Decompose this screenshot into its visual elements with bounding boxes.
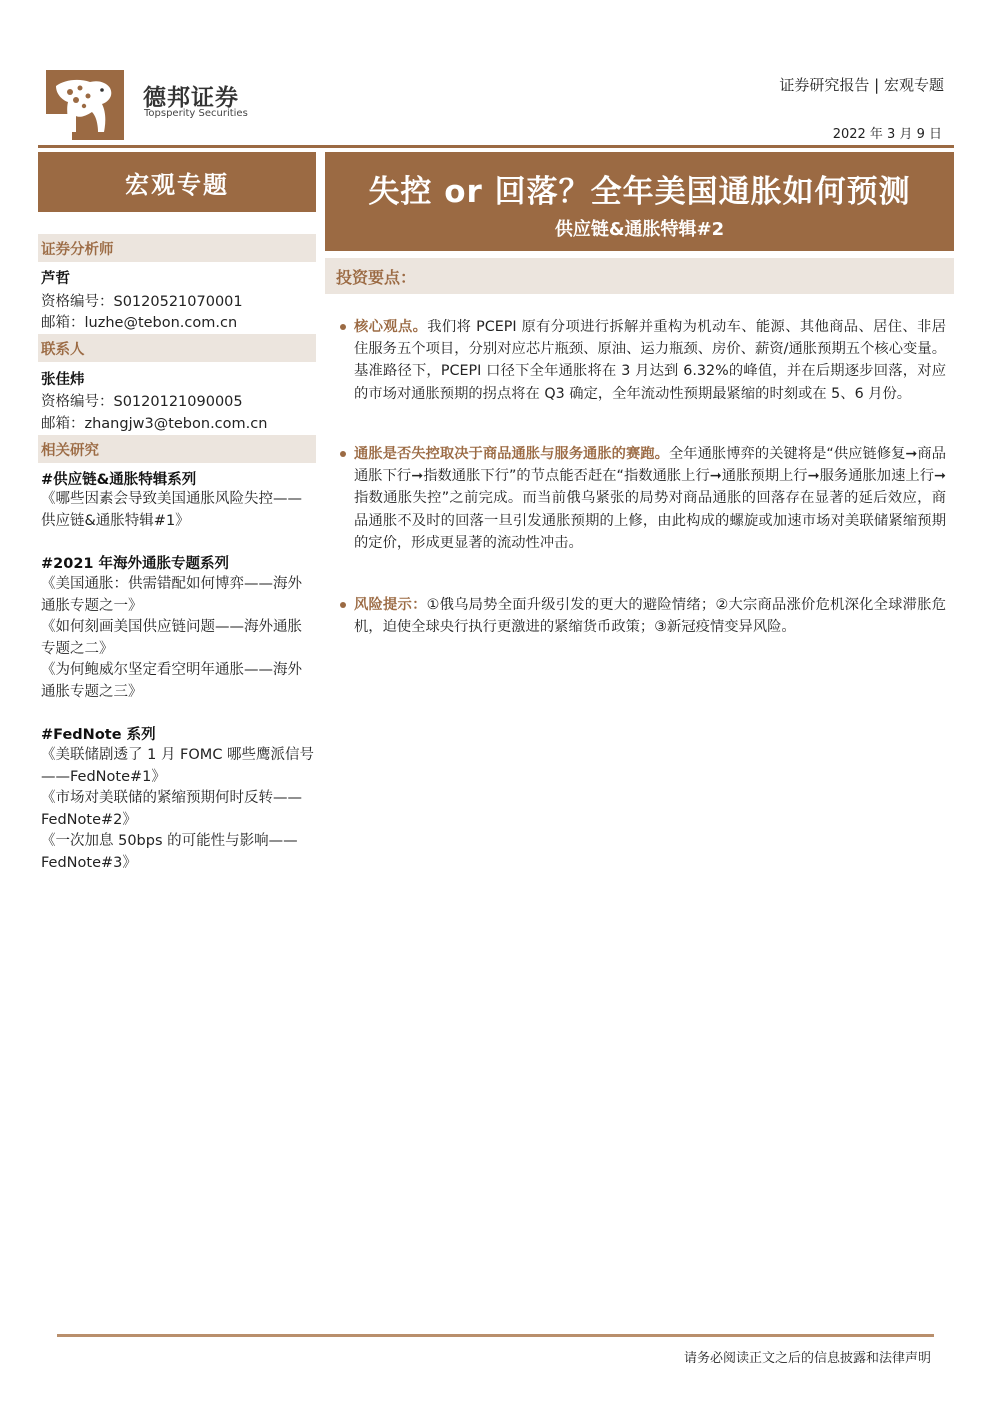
series-title-overseas-inflation: #2021 年海外通胀专题系列 <box>41 556 230 572</box>
related-research-heading: 相关研究 <box>38 435 316 463</box>
related-report-link[interactable]: 《市场对美联储的紧缩预期何时反转——FedNote#2》 <box>41 790 302 828</box>
contact-name: 张佳炜 <box>41 372 85 388</box>
contact-cert-number: 资格编号：S0120121090005 <box>41 394 243 410</box>
related-report-link[interactable]: 《一次加息 50bps 的可能性与影响——FedNote#3》 <box>41 833 298 871</box>
bullet-inflation-race <box>354 443 946 554</box>
contact-email: 邮箱：zhangjw3@tebon.com.cn <box>41 416 268 432</box>
bullet-icon <box>340 324 346 330</box>
bullet-lead: 风险提示： <box>354 597 427 613</box>
related-report-link[interactable]: 《如何刻画美国供应链问题——海外通胀专题之二》 <box>41 619 302 657</box>
leopard-logo-icon <box>46 70 124 140</box>
investment-points-heading: 投资要点： <box>325 258 954 294</box>
bullet-text: 我们将 PCEPI 原有分项进行拆解并重构为机动车、能源、其他商品、居住、非居住服务五个项目，分别对应芯片瓶颈、原油、运力瓶颈、房价、薪资/通胀预期五个核心变量。基准路径下，PCEPI 口径下全年通胀将在 3 月达到 6.32%的峰值，并在后期逐步回落，对应的市场对通胀预期的拐点将在 Q3 确定，全年流动性预期最紧缩的时刻或在 5、6 月份。 <box>354 319 947 402</box>
bullet-risk-warning <box>354 594 946 638</box>
bullet-lead: 通胀是否失控取决于商品通胀与服务通胀的赛跑。 <box>354 446 669 462</box>
analyst-section-heading: 证券分析师 <box>38 234 316 262</box>
bullet-icon <box>340 602 346 608</box>
report-type: 证券研究报告 | 宏观专题 <box>779 76 944 94</box>
legal-disclaimer: 请务必阅读正文之后的信息披露和法律声明 <box>683 1351 931 1366</box>
report-date: 2022 年 3 月 9 日 <box>832 127 942 142</box>
company-name-cn: 德邦证券 <box>143 85 239 111</box>
series-title-fednote: #FedNote 系列 <box>41 727 156 743</box>
contact-section-heading: 联系人 <box>38 334 316 362</box>
related-report-link[interactable]: 《美联储剧透了 1 月 FOMC 哪些鹰派信号——FedNote#1》 <box>41 747 315 785</box>
bullet-lead: 核心观点。 <box>354 319 428 335</box>
bullet-core-view <box>354 316 946 405</box>
footer-divider <box>57 1334 934 1337</box>
header-divider <box>38 145 954 148</box>
series-title-supply-chain: #供应链&通胀特辑系列 <box>41 472 197 488</box>
bullet-text: ①俄乌局势全面升级引发的更大的避险情绪；②大宗商品涨价危机深化全球滞胀危机，迫使全球央行执行更激进的紧缩货币政策；③新冠疫情变异风险。 <box>354 597 947 636</box>
bullet-text: 全年通胀博弈的关键将是“供应链修复➞商品通胀下行➞指数通胀下行”的节点能否赶在“指数通胀上行➞通胀预期上行➞服务通胀加速上行➞指数通胀失控”之前完成。而当前俄乌紧张的局势对商品通胀的回落存在显著的延后效应，商品通胀不及时的回落一旦引发通胀预期的上修，由此构成的螺旋或加速市场对美联储紧缩预期的定价，形成更显著的流动性冲击。 <box>354 446 947 551</box>
related-report-link[interactable]: 《美国通胀：供需错配如何博弈——海外通胀专题之一》 <box>41 576 302 614</box>
company-name-en: Topsperity Securities <box>144 108 248 119</box>
category-banner: 宏观专题 <box>38 152 316 212</box>
report-subtitle: 供应链&通胀特辑#2 <box>554 219 725 240</box>
title-banner <box>325 152 954 251</box>
analyst-cert-number: 资格编号：S0120521070001 <box>41 294 243 310</box>
related-report-link[interactable]: 《为何鲍威尔坚定看空明年通胀——海外通胀专题之三》 <box>41 662 302 700</box>
related-report-link[interactable]: 《哪些因素会导致美国通胀风险失控——供应链&通胀特辑#1》 <box>41 491 302 529</box>
bullet-icon <box>340 451 346 457</box>
report-title: 失控 or 回落？全年美国通胀如何预测 <box>368 174 911 210</box>
company-logo-mark <box>46 70 124 140</box>
analyst-email: 邮箱：luzhe@tebon.com.cn <box>41 315 238 331</box>
analyst-name: 芦哲 <box>41 271 70 287</box>
